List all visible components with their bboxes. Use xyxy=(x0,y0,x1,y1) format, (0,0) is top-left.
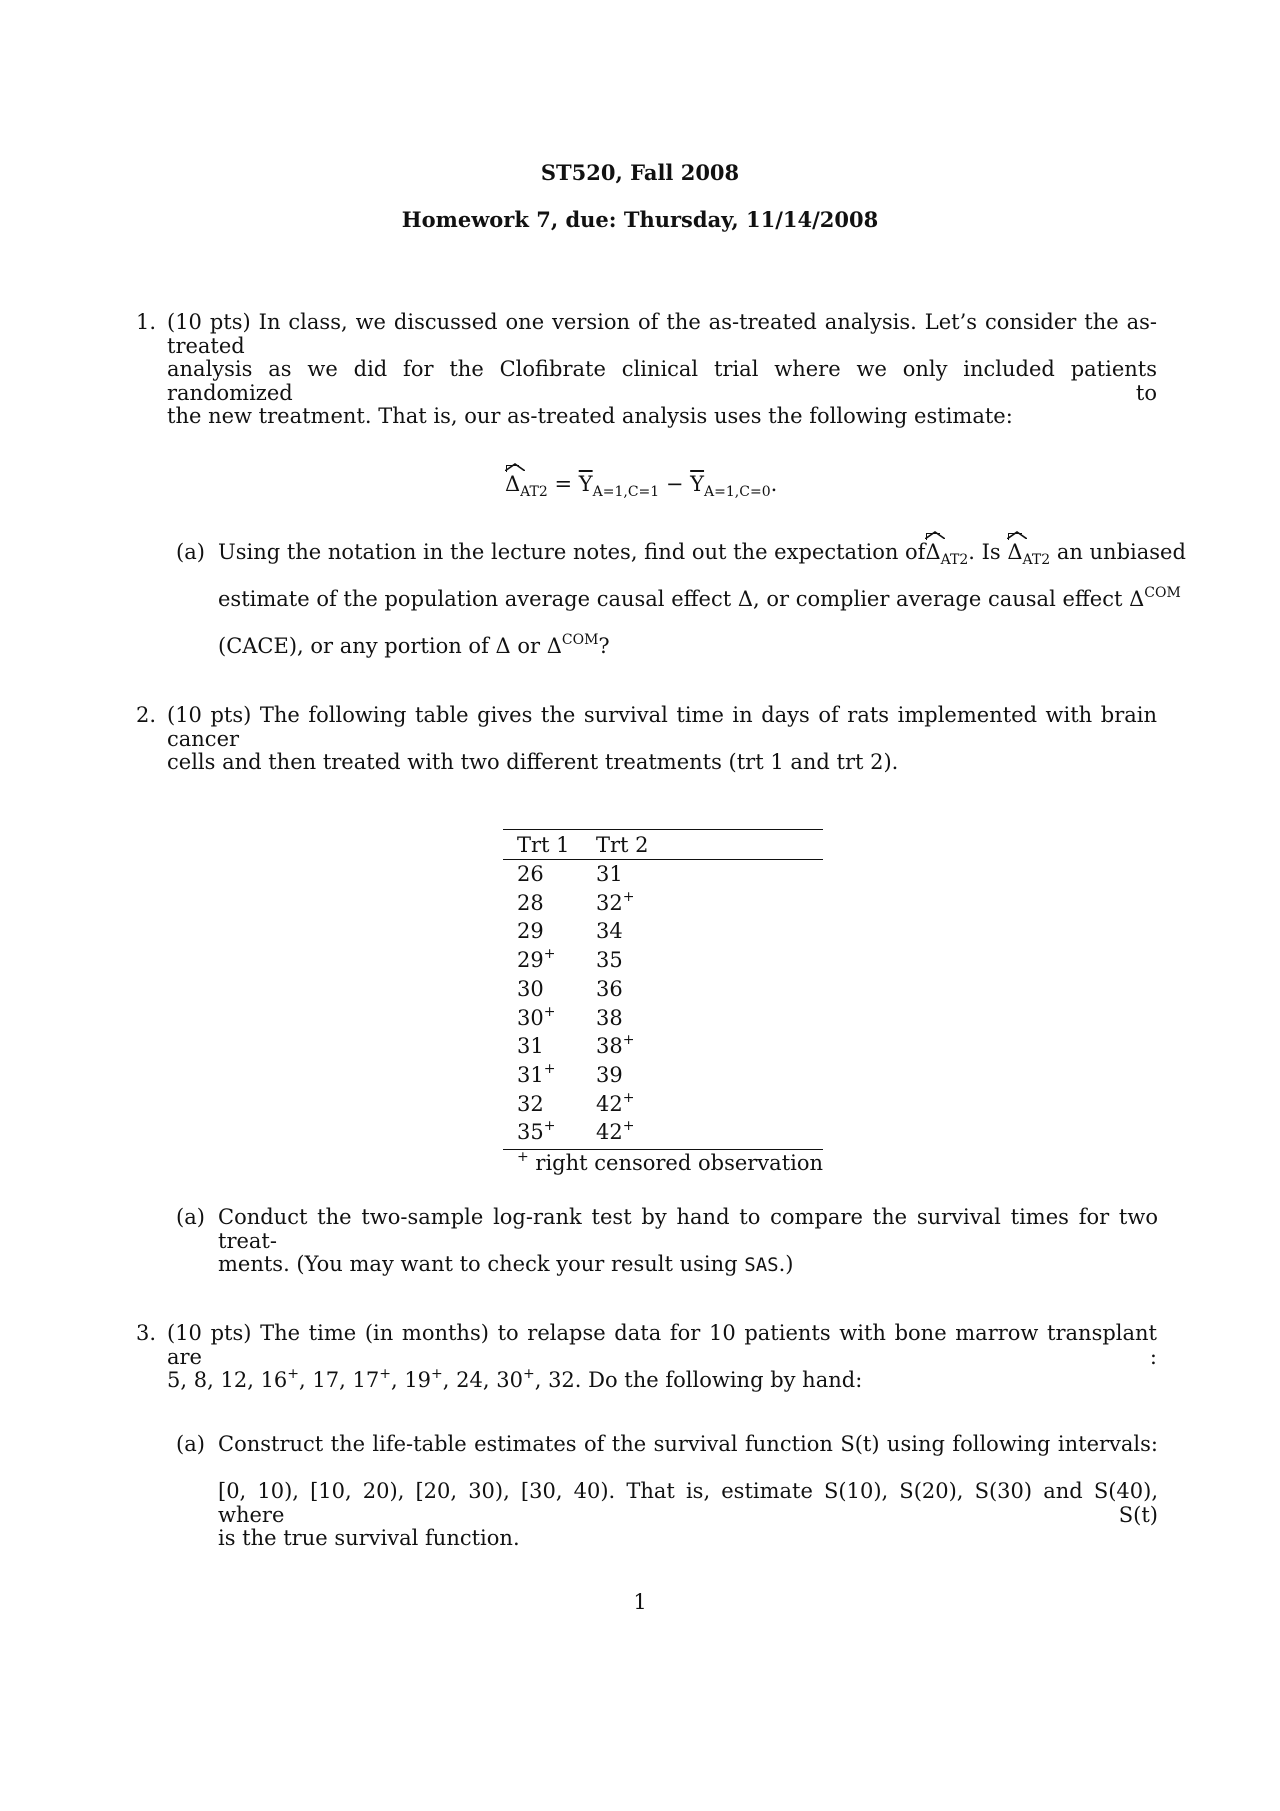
q1a-line2: estimate of the population average causal effect Δ, or complier average causal effect $\Delta^{COM}$ xyxy=(218,585,1181,611)
sas-text: SAS xyxy=(744,1254,779,1276)
table-footnote: + right censored observation xyxy=(517,1149,824,1175)
delta-hat-symbol: Δ xyxy=(925,540,940,564)
table-top-rule xyxy=(503,829,823,830)
q2a-label: (a) xyxy=(176,1205,205,1229)
q2a-line1: Conduct the two-sample log-rank test by hand to compare the survival times for two treat- xyxy=(218,1205,1158,1253)
q3-number: 3. xyxy=(136,1321,157,1345)
page-number: 1 xyxy=(633,1590,647,1614)
delta-hat-symbol: Δ xyxy=(1007,540,1022,564)
table-header-trt1: Trt 1 xyxy=(517,833,570,857)
homework-title: Homework 7, due: Thursday, 11/14/2008 xyxy=(401,207,879,232)
q1a-line1: Using the notation in the lecture notes, find out the expectation of Δ $_{AT2}$. Is Δ $_{AT2}$ an unbiased xyxy=(218,540,1158,567)
table-cell-trt1: 30 xyxy=(517,976,544,1001)
relapse-value: 30+ xyxy=(496,1366,535,1392)
table-cell-trt2: 38 xyxy=(596,1005,623,1030)
relapse-value: 8 xyxy=(193,1368,208,1392)
table-cell-trt2: 39 xyxy=(596,1062,623,1087)
table-cell-trt2: 36 xyxy=(596,976,623,1001)
relapse-value: 12 xyxy=(220,1368,248,1392)
q1a-line3: (CACE), or any portion of Δ or $\Delta^{COM}$? xyxy=(218,632,610,658)
table-cell-trt2: 32+ xyxy=(596,888,635,915)
table-cell-trt2: 42+ xyxy=(596,1089,635,1116)
q1a-label: (a) xyxy=(176,540,205,564)
relapse-value: 17+ xyxy=(352,1366,391,1392)
relapse-value: 32 xyxy=(548,1368,575,1392)
hat-accent-icon xyxy=(505,463,525,471)
table-cell-trt1: 35+ xyxy=(517,1118,556,1145)
q3-line2: 5, 8, 12, 16+, 17, 17+, 19+, 24, 30+, 32. Do the following by hand: xyxy=(167,1366,863,1392)
q1-line2: analysis as we did for the Clofibrate clinical trial where we only included patients randomized to xyxy=(167,357,1157,405)
table-cell-trt1: 26 xyxy=(517,862,544,886)
table-cell-trt1: 28 xyxy=(517,890,544,915)
q3a-line3: is the true survival function. xyxy=(218,1526,520,1550)
hat-accent-icon xyxy=(1007,531,1027,539)
table-bottom-rule xyxy=(503,1149,823,1150)
table-header-trt2: Trt 2 xyxy=(596,833,649,857)
relapse-value: 16+ xyxy=(260,1366,300,1392)
q3a-line1: Construct the life-table estimates of the survival function S(t) using following intervals: xyxy=(218,1432,1158,1456)
q3a-line2: [0, 10), [10, 20), [20, 30), [30, 40). That is, estimate S(10), S(20), S(30) and S(40), where S(t) xyxy=(218,1479,1158,1527)
q1-line1: (10 pts) In class, we discussed one version of the as-treated analysis. Let’s consider the as-treated xyxy=(167,310,1157,358)
relapse-value: 17 xyxy=(312,1368,340,1392)
q3-line1: (10 pts) The time (in months) to relapse data for 10 patients with bone marrow transplant are : xyxy=(167,1321,1157,1369)
q1-formula: Δ $_{AT2} = \overline{Y}_{A=1,C=1} - \overline{Y}_{A=1,C=0}$. xyxy=(505,472,777,499)
q2-number: 2. xyxy=(136,703,157,727)
q3a-label: (a) xyxy=(176,1432,205,1456)
q2-line1: (10 pts) The following table gives the survival time in days of rats implemented with brain cancer xyxy=(167,703,1157,751)
relapse-value: 5 xyxy=(167,1368,181,1392)
q2a-line2: ments. (You may want to check your result using SAS.) xyxy=(218,1252,794,1276)
relapse-value: 24 xyxy=(456,1368,483,1392)
table-cell-trt1: 31 xyxy=(517,1034,544,1059)
relapse-data-list: 5, 8, 12, 16+, 17, 17+, 19+, 24, 30+, 32 xyxy=(167,1366,575,1392)
relapse-value: 19+ xyxy=(404,1366,443,1392)
table-cell-trt2: 38+ xyxy=(596,1032,635,1059)
table-cell-trt2: 34 xyxy=(596,919,623,944)
table-cell-trt1: 32 xyxy=(517,1091,544,1116)
table-cell-trt2: 42+ xyxy=(596,1118,635,1145)
table-header-rule xyxy=(503,859,823,860)
table-cell-trt1: 30+ xyxy=(517,1003,556,1030)
q2-line2: cells and then treated with two different treatments (trt 1 and trt 2). xyxy=(167,750,899,774)
table-cell-trt1: 29 xyxy=(517,919,544,944)
delta-hat-symbol: Δ xyxy=(505,472,520,496)
course-title: ST520, Fall 2008 xyxy=(540,160,740,185)
table-cell-trt1: 31+ xyxy=(517,1060,556,1087)
hat-accent-icon xyxy=(925,531,945,539)
table-cell-trt1: 29+ xyxy=(517,946,556,973)
table-cell-trt2: 35 xyxy=(596,948,623,973)
q1-number: 1. xyxy=(136,310,157,334)
table-cell-trt2: 31 xyxy=(596,862,623,886)
q1-line3: the new treatment. That is, our as-treated analysis uses the following estimate: xyxy=(167,404,1013,428)
